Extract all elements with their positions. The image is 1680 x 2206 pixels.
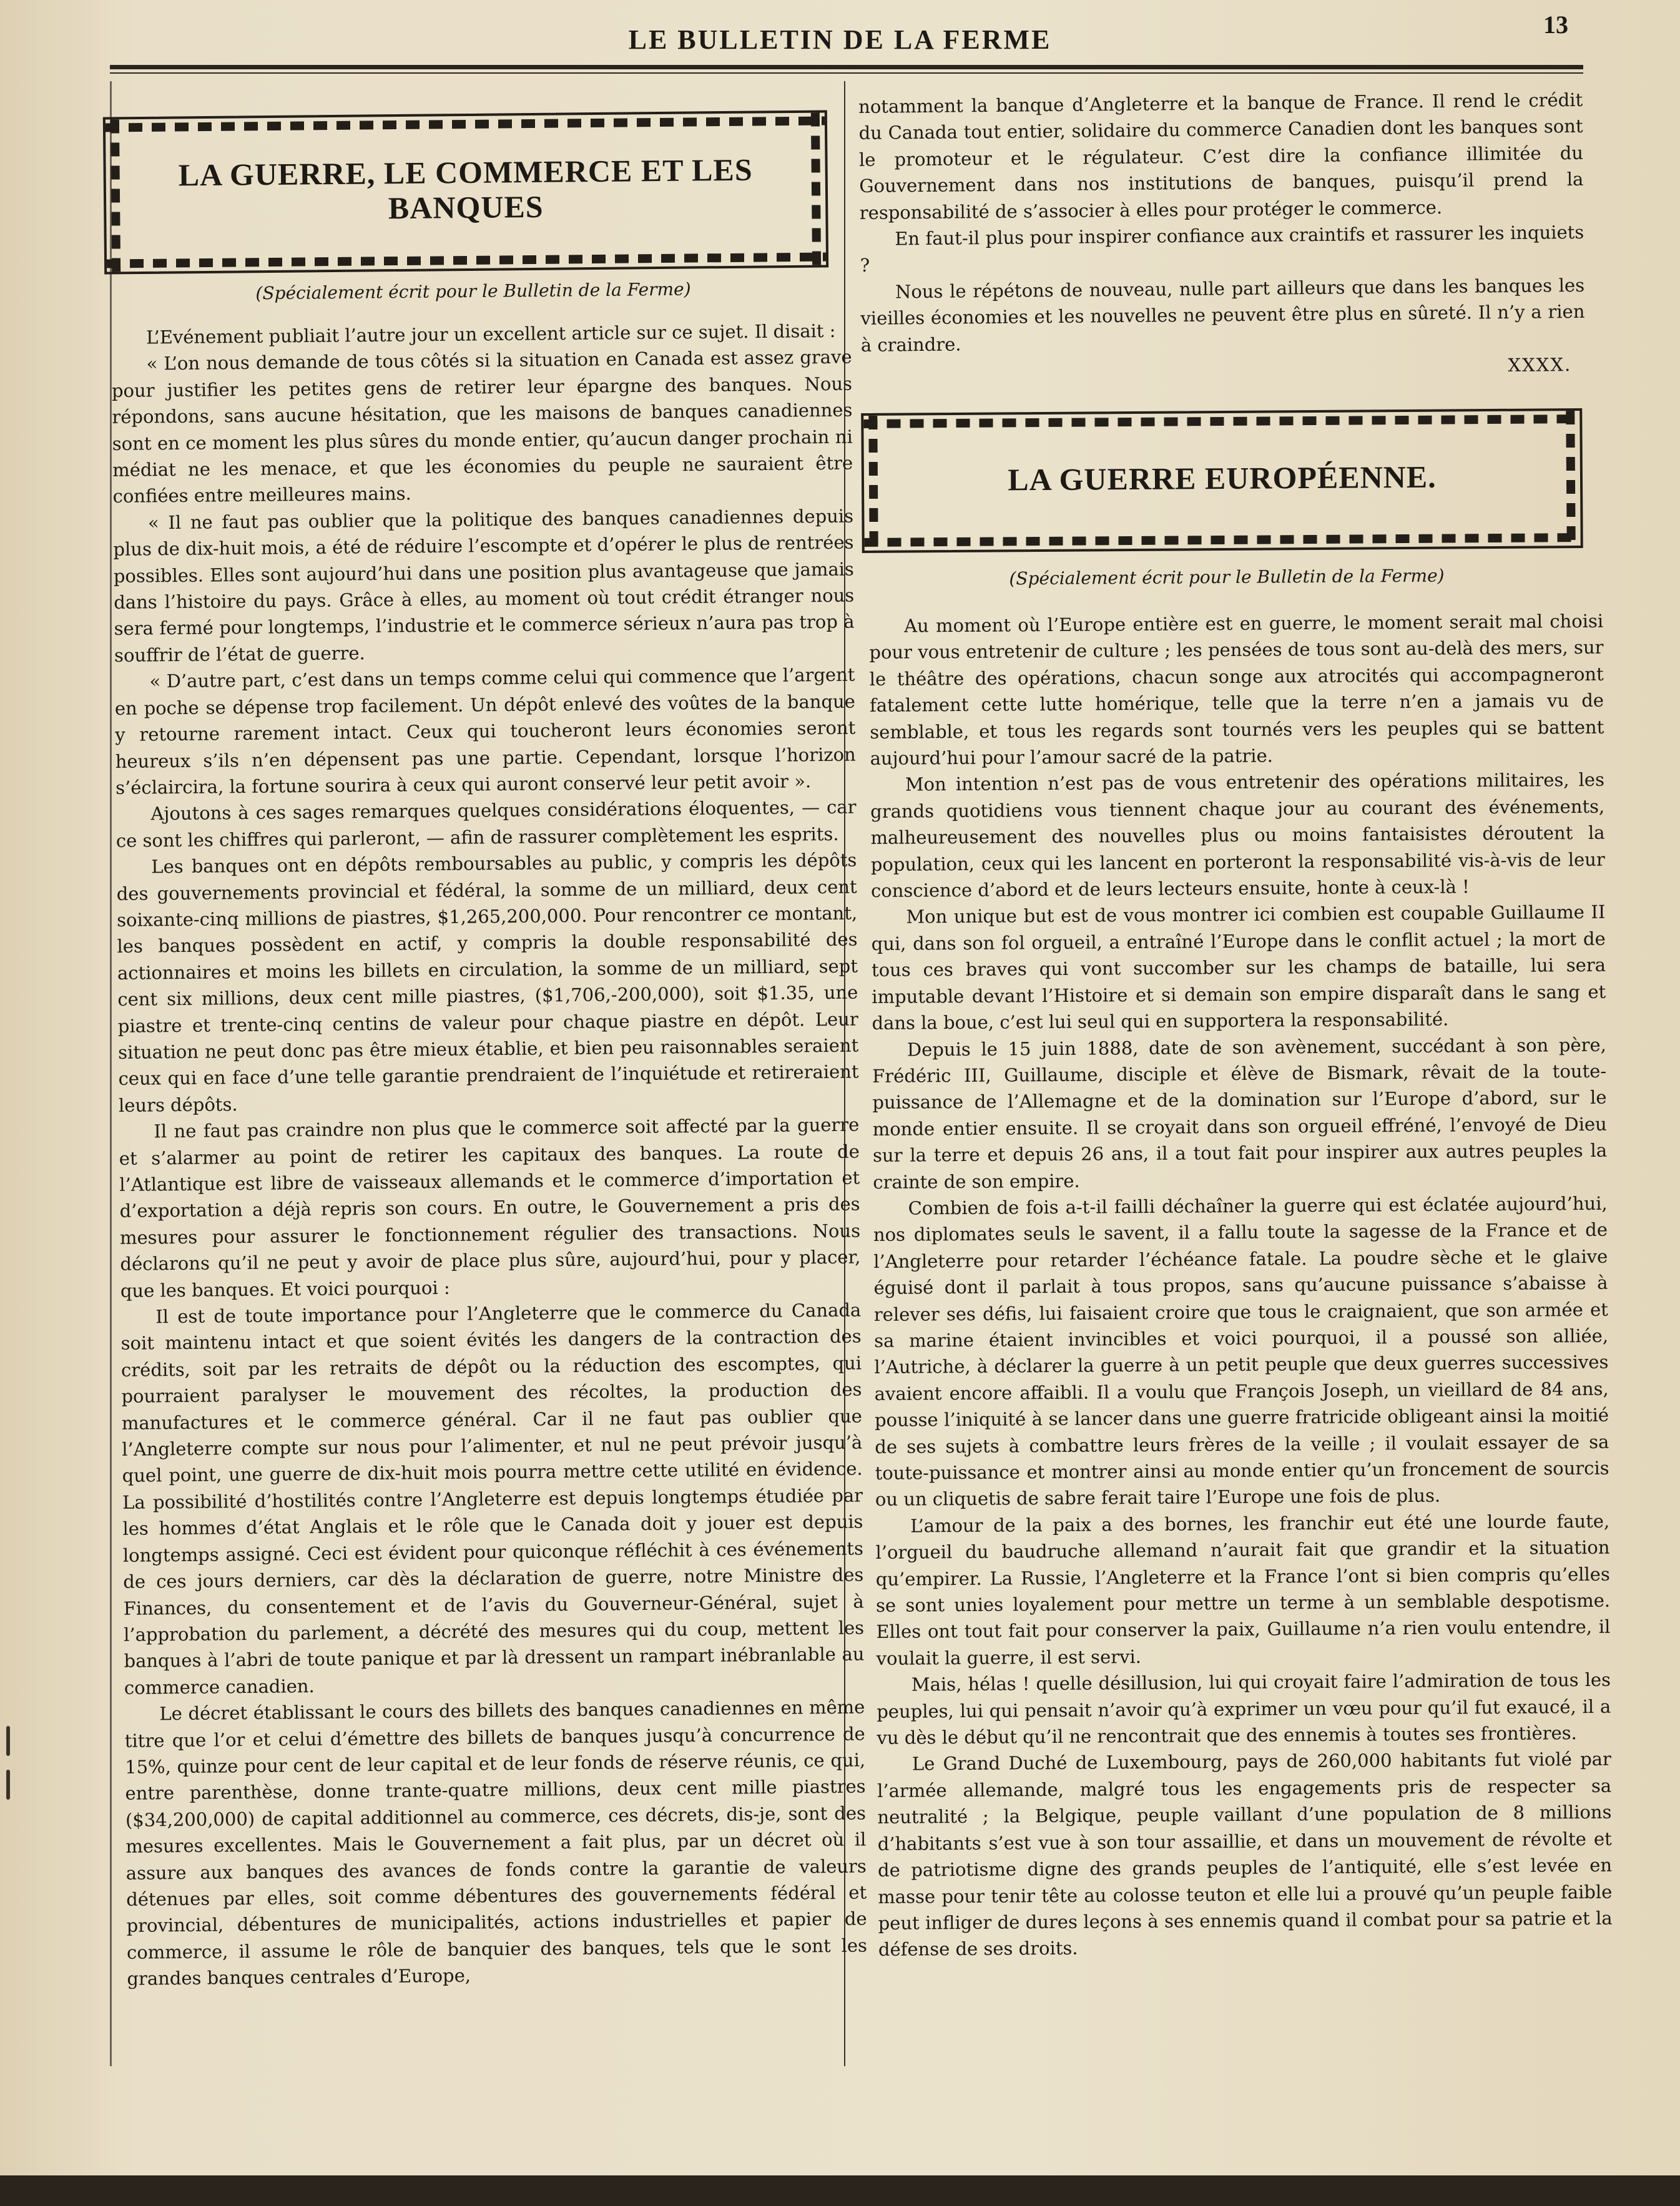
article1-paragraph: Ajoutons à ces sages remarques quelques considérations éloquentes, — car ce sont les chiffres qui parleront, — afin de rassurer complètement les esprits. — [115, 796, 857, 851]
article1-paragraph: Il est de toute importance pour l’Angleterre que le commerce du Canada soit maintenu intact et que soient évités les dangers de la contraction des crédits, soit par les retraits de dépôt ou la réduction des escomptes, qui pourraient paralyser le mouvement des récoltes, la production des manufactures et le commerce général. Car il ne faut pas oublier que l’Angleterre compte sur nous pour l’alimenter, et nul ne peut prévoir jusqu’à quel point, une guerre de dix-huit mois pourra mettre cette utilité en évidence. La possibilité d’hostilités contre l’Angleterre est depuis longtemps étudiée par les hommes d’état Anglais et le rôle que le Canada doit y jouer est depuis longtemps assigné. Ceci est évident pour quiconque réfléchit à ces événements de ces jours derniers, car dès la déclaration de guerre, notre Ministre des Finances, du consentement et de l’avis du Gouverneur-Général, sujet à l’approbation du parlement, a décrété des mesures qui du coup, mettent les banques à l’abri de toute panique et par là dressent un rampart inébranlable au commerce canadien. — [120, 1299, 865, 1699]
masthead-title: LE BULLETIN DE LA FERME — [628, 24, 1052, 55]
header-rule — [110, 65, 1583, 69]
article2-paragraph: Mais, hélas ! quelle désillusion, lui qui croyait faire l’admiration de tous les peuples, lui qui pensait n’avoir qu’à exprimer un vœu pour qu’il fut exaucé, il a vu dès le début qu’il ne rencontrait que des ennemis à toutes ses frontières. — [877, 1669, 1611, 1749]
article1-paragraph: Les banques ont en dépôts remboursables au public, y compris les dépôts des gouvernements provincial et fédéral, la somme de un milliard, deux cent soixante-cinq millions de piastres, $1,265,200,000. Pour rencontrer ce montant, les banques possèdent en actif, y compris la double responsabilité des actionnaires et moins les billets en circulation, la somme de un milliard, sept cent six millions, deux cent mille piastres, ($1,706,-200,000), soit $1.35, une piastre et trente-cinq centins de valeur pour chaque piastre en dépôt. Leur situation ne peut donc pas être mieux établie, et bien peu raisonnables seraient ceux qui en face d’une telle garantie prendraient de l’inquiétude et retireraient leurs dépôts. — [116, 849, 859, 1116]
article2-paragraph: Mon unique but est de vous montrer ici combien est coupable Guillaume II qui, dans son fol orgueil, a entraîné l’Europe dans le conflit actuel ; la mort de tous ces braves qui vont succomber sur les champs de bataille, lui sera imputable devant l’Histoire et si demain son empire disparaît dans le sang et dans la boue, c’est lui seul qui en supportera la responsabilité. — [871, 901, 1606, 1034]
header-rule-thin — [110, 72, 1583, 74]
article2-paragraph: Combien de fois a-t-il failli déchaîner la guerre qui est éclatée aujourd’hui, nos diplomates seuls le savent, il a fallu toute la sagesse de la France et de l’Angleterre pour retarder l’échéance fatale. La poudre sèche et le glaive éguisé dont il parlait à tous propos, sans qu’aucune puissance s’abaisse à relever ses défis, lui faisaient croire que tous le craignaient, que son armée et sa marine étaient invincibles et voici pourquoi, il a poussé son alliée, l’Autriche, à déclarer la guerre à un petit peuple que deux guerres successives avaient encore affaibli. Il a voulu que François Joseph, un vieillard de 84 ans, pousse l’iniquité à se lancer dans une guerre fratricide obligeant ainsi la moitié de ses sujets à combattre leurs frères de la veille ; il voulait essayer de sa toute-puissance et montrer ainsi au monde entier qu’un froncement de sourcis ou un cliquetis de sabre ferait taire l’Europe une fois de plus. — [873, 1192, 1609, 1511]
article1-paragraph: « D’autre part, c’est dans un temps comme celui qui commence que l’argent en poche se dépense trop facilement. Un dépôt enlevé des voûtes de la banque y retourne rarement intact. Ceux qui toucheront leurs économies seront heureux s’ils n’en dépensent pas une partie. Cependant, lorsque l’horizon s’éclaircira, la fortune sourira à ceux qui auront conservé leur petit avoir ». — [114, 664, 856, 798]
article2-title: LA GUERRE EUROPÉENNE. — [1008, 459, 1437, 498]
article2-paragraph: L’amour de la paix a des bornes, les franchir eut été une lourde faute, l’orgueil du baudruche allemand n’aurait fait que grandir et la situation qu’empirer. La Russie, l’Angleterre et la France l’ont si bien compris qu’elles se sont unies loyalement pour mettre un terme à un semblable despotisme. Elles ont tout fait pour conserver la paix, Guillaume n’a rien voulu entendre, il voulait la guerre, il est servi. — [875, 1510, 1611, 1669]
article1-ornamental-frame — [103, 110, 828, 274]
article1-paragraph: Nous le répétons de nouveau, nulle part ailleurs que dans les banques les vieilles économies et les nouvelles ne peuvent être plus en sûreté. Il n’y a rien à craindre. — [860, 274, 1585, 356]
scan-bottom-edge — [0, 2175, 1680, 2206]
article1-column — [111, 318, 868, 1993]
binding-marks — [4, 1720, 12, 1807]
article1-paragraph: « Il ne faut pas oublier que la politique des banques canadiennes depuis plus de dix-huit mois, a été de réduire l’escompte et d’opérer le plus de rentrées possibles. Elles sont aujourd’hui dans une position plus avantageuse que jamais dans l’histoire du pays. Grâce à elles, au moment où tout crédit étranger nous sera fermé pour longtemps, l’industrie et le commerce sérieux n’aura pas trop à souffrir de l’état de guerre. — [113, 505, 855, 666]
article1-paragraph: Le décret établissant le cours des billets des banques canadiennes en même titre que l’or et celui d’émettre des billets de banques jusqu’à concurrence de 15%, quinze pour cent de leur capital et de leur fonds de réserve réunis, ce qui, entre parenthèse, donne trante-quatre millions, deux cent mille piastres ($34,200,000) de capital additionnel au commerce, ces décrets, dis-je, sont des mesures excellentes. Mais le Gouvernement a fait plus, par un décret où il assure aux banques des avances de fonds contre la garantie de valeurs détenues par elles, soit comme débentures des gouvernements fédéral et provincial, débentures de municipalités, actions industrielles et papier de commerce, il assume le rôle de banquier des banques, tels que le sont les grandes banques centrales d’Europe, — [124, 1696, 868, 1990]
article2-byline: (Spécialement écrit pour le Bulletin de la Ferme) — [1009, 565, 1445, 589]
article1-paragraph: En faut-il plus pour inspirer confiance aux craintifs et rassurer les inquiets ? — [860, 221, 1584, 277]
article1-title: LA GUERRE, LE COMMERCE ET LES BANQUES — [178, 152, 753, 226]
article2-paragraph: Depuis le 15 juin 1888, date de son avènement, succédant à son père, Frédéric III, Guillaume, disciple et élève de Bismark, rêvait de la toute-puissance de l’Allemagne et de la domination sur l’Europe d’abord, sur le monde entier ensuite. Il se croyait dans son orgueil effréné, l’envoyé de Dieu sur la terre et depuis 26 ans, il a tout fait pour inspirer aux autres peuples la crainte de son empire. — [872, 1034, 1608, 1193]
article1-paragraph: notamment la banque d’Angleterre et la banque de France. Il rend le crédit du Canada tout entier, solidaire du commerce Canadien dont les banques sont le promoteur et le régulateur. C’est dire la confiance illimitée du Gouvernement dans nos institutions de banques, puisqu’il prend la responsabilité de s’associer à elles pour protéger le commerce. — [858, 89, 1584, 223]
article2-column — [869, 608, 1613, 1963]
article2-paragraph: Le Grand Duché de Luxembourg, pays de 260,000 habitants fut violé par l’armée allemande, malgré tous les engagements pris de respecter sa neutralité ; la Belgique, peuple vaillant d’une population de 8 millions d’habitants s’est vue à son tour assaillie, et dans un mouvement de révolte et de patriotisme digne des grands peuples de l’antiquité, elle s’est levée en masse pour tenir tête au colosse teuton et elle lui a prouvé qu’un peuple faible peut infliger de dures leçons à ses ennemis quand il combat pour sa patrie et la défense de ses droits. — [877, 1748, 1613, 1961]
article1-continuation — [858, 87, 1585, 385]
article1-paragraph: « L’on nous demande de tous côtés si la situation en Canada est assez grave pour justifier les petites gens de retirer leur épargne des banques. Nous répondons, sans aucune hésitation, que les maisons de banques canadiennes sont en ce moment les plus sûres du monde entier, qu’aucun danger prochain ni médiat ne les menace, et que les économies du peuple ne sauraient être confiées entre meilleures mains. — [111, 346, 853, 507]
article2-ornamental-frame — [861, 408, 1583, 553]
article1-byline: (Spécialement écrit pour le Bulletin de la Ferme) — [255, 278, 691, 304]
article1-signature: XXXX. — [1508, 354, 1572, 376]
page-number: 13 — [1543, 11, 1568, 39]
article2-paragraph: Mon intention n’est pas de vous entretenir des opérations militaires, les grands quotidiens vous tiennent chaque jour au courant des événements, malheureusement des nouvelles plus ou moins fantaisistes déroutent la population, ceux qui les lancent en porteront la responsabilité vis-à-vis de leur conscience d’abord et de leurs lecteurs ensuite, honte à ceux-là ! — [870, 769, 1605, 902]
article1-paragraph: L’Evénement publiait l’autre jour un excellent article sur ce sujet. Il disait : — [146, 320, 836, 348]
article1-paragraph: Il ne faut pas craindre non plus que le commerce soit affecté par la guerre et s’alarmer au point de retirer les capitaux des banques. La route de l’Atlantique est libre de vaisseaux allemands et le commerce d’importation et d’exportation a déjà repris son cours. En outre, le Gouvernement a pris des mesures pour assurer le fonctionnement régulier des transactions. Nous déclarons qu’il ne peut y avoir de place plus sûre, aujourd’hui, pour y placer, que les banques. Et voici pourquoi : — [119, 1114, 861, 1302]
article2-paragraph: Au moment où l’Europe entière est en guerre, le moment serait mal choisi pour vous entretenir de culture ; les pensées de tous sont au-delà des mers, sur le théâtre des opérations, chacun songe aux atrocités qui accompagneront fatalement cette lutte homérique, telle que la terre n’en a jamais vu de semblable, et tous les regards sont tournés vers les peuples qui se battent aujourd’hui pour l’amour sacré de la patrie. — [869, 610, 1604, 770]
